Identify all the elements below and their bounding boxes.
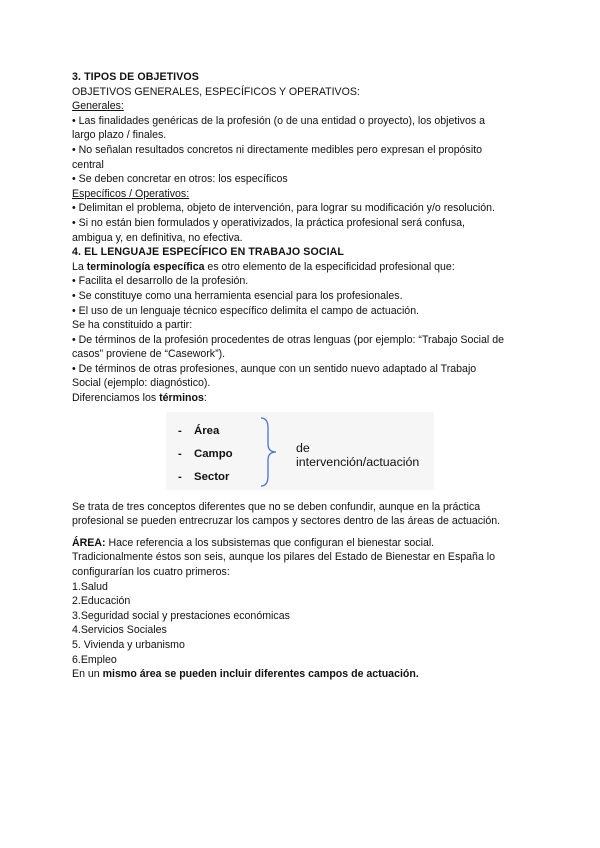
after-paragraph-1b: profesional se pueden entrecruzar los campos y sectores dentro de las áreas de actuación.	[72, 515, 501, 528]
diferenciamos-text	[72, 391, 532, 406]
constituido-bullet-1b: casos” proviene de “Casework”).	[72, 348, 226, 361]
list-item: 3.Seguridad social y prestaciones económicas	[72, 609, 290, 622]
dash: -	[178, 424, 182, 437]
generales-bullet-2b: central	[72, 158, 104, 171]
list-item: 6.Empleo	[72, 653, 117, 666]
intro-bold: terminología específica	[86, 260, 205, 273]
right-brace-icon	[258, 416, 282, 488]
intro-post: es otro elemento de la especificidad profesional que:	[204, 260, 455, 273]
generales-bullet-1a: • Las finalidades genéricas de la profesión (o de una entidad o proyecto), los objetivos a	[72, 114, 486, 127]
constituido-bullet-2b: Social (ejemplo: diagnóstico).	[72, 377, 211, 390]
list-item: 4.Servicios Sociales	[72, 624, 167, 637]
terms-list	[178, 420, 233, 489]
constituido-bullet-1a: • De términos de la profesión procedentes de otras lenguas (por ejemplo: “Trabajo Social de	[72, 333, 505, 346]
term-campo-label: Campo	[194, 447, 233, 460]
section-3-title: 3. TIPOS DE OBJETIVOS	[72, 71, 199, 83]
term-campo	[178, 443, 233, 466]
area-bold: ÁREA:	[72, 536, 106, 549]
final-pre: En un	[72, 668, 103, 681]
dif-bold: términos	[159, 392, 204, 405]
area-text: Hace referencia a los subsistemas que configuran el bienestar social.	[105, 536, 435, 549]
tradicional-a: Tradicionalmente éstos son seis, aunque los pilares del Estado de Bienestar en España lo	[72, 551, 496, 564]
lenguaje-bullet-1: • Facilita el desarrollo de la profesión.	[72, 275, 249, 288]
document-page	[72, 70, 532, 682]
especificos-label: Específicos / Operativos:	[72, 187, 190, 200]
terms-figure	[166, 412, 434, 490]
final-statement	[72, 667, 532, 682]
dash: -	[178, 447, 182, 460]
generales-label: Generales:	[72, 100, 124, 113]
final-bold: mismo área se pueden incluir diferentes campos de actuación.	[102, 668, 419, 681]
constituido-text: Se ha constituido a partir:	[72, 319, 193, 332]
list-item: 1.Salud	[72, 580, 108, 593]
dash: -	[178, 470, 182, 483]
constituido-bullet-2a: • De términos de otras profesiones, aunque con un sentido nuevo adaptado al Trabajo	[72, 362, 477, 375]
term-sector	[178, 466, 233, 489]
list-item: 5. Vivienda y urbanismo	[72, 639, 185, 651]
list-item: 2.Educación	[72, 595, 131, 608]
generales-bullet-3: • Se deben concretar en otros: los específicos	[72, 173, 288, 186]
term-sector-label: Sector	[194, 470, 230, 483]
after-paragraph-1a: Se trata de tres conceptos diferentes que no se deben confundir, aunque en la práctica	[72, 500, 481, 513]
section-4-intro	[72, 260, 532, 275]
especificos-bullet-2a: • Si no están bien formulados y operativizados, la práctica profesional será confusa,	[72, 216, 465, 229]
section-3-subtitle: OBJETIVOS GENERALES, ESPECÍFICOS Y OPERATIVOS:	[72, 85, 360, 98]
generales-bullet-1b: largo plazo / finales.	[72, 129, 167, 142]
terms-description: de intervención/actuación	[296, 440, 420, 470]
intro-pre: La	[72, 260, 87, 273]
term-area-label: Área	[194, 424, 220, 437]
section-4-title: 4. EL LENGUAJE ESPECÍFICO EN TRABAJO SOCIAL	[72, 246, 344, 259]
especificos-bullet-2b: ambigua y, en definitiva, no efectiva.	[72, 231, 243, 244]
tradicional-b: configurarían los cuatro primeros:	[72, 566, 230, 579]
especificos-bullet-1: • Delimitan el problema, objeto de intervención, para lograr su modificación y/o resolución.	[72, 202, 495, 215]
lenguaje-bullet-2: • Se constituye como una herramienta esencial para los profesionales.	[72, 289, 403, 302]
area-definition	[72, 536, 532, 551]
dif-pre: Diferenciamos los	[72, 392, 160, 405]
dif-post: :	[203, 392, 207, 405]
term-area	[178, 420, 233, 443]
lenguaje-bullet-3: • El uso de un lenguaje técnico específico delimita el campo de actuación.	[72, 304, 420, 317]
generales-bullet-2a: • No señalan resultados concretos ni directamente medibles pero expresan el propósito	[72, 143, 483, 156]
